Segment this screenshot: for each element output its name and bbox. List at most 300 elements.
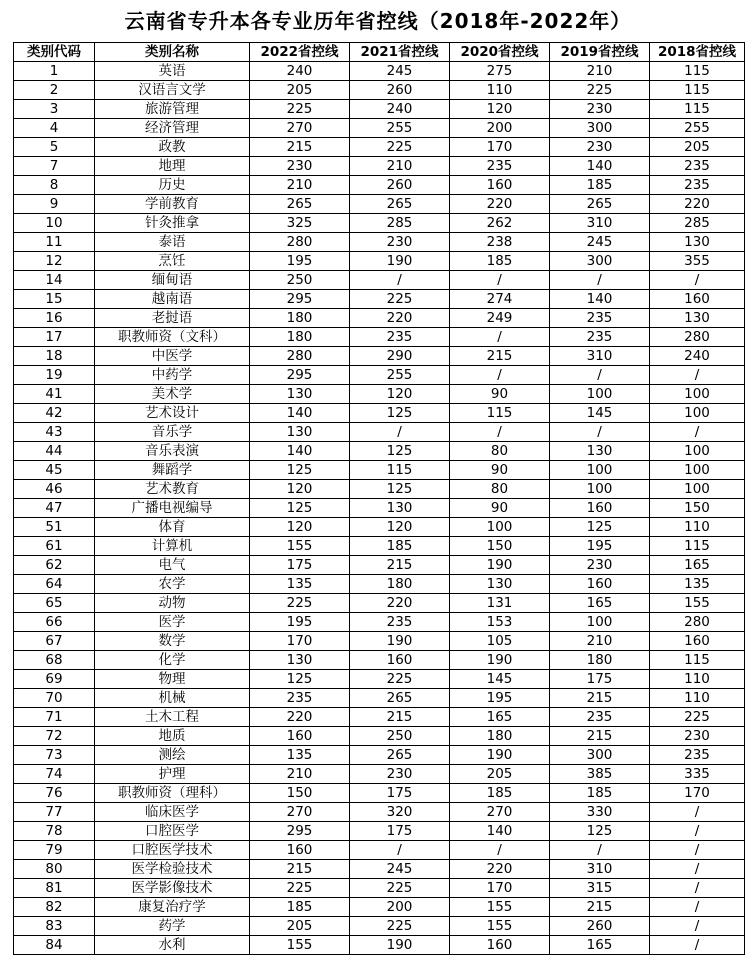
- cell-2018: 150: [650, 499, 745, 518]
- header-2020: 2020省控线: [450, 43, 550, 62]
- cell-2022: 180: [250, 328, 350, 347]
- cell-2022: 140: [250, 404, 350, 423]
- cell-2022: 295: [250, 366, 350, 385]
- cell-2020: 185: [450, 784, 550, 803]
- header-2019: 2019省控线: [550, 43, 650, 62]
- table-row: [14, 290, 745, 309]
- cell-2022: 155: [250, 936, 350, 955]
- cell-code: 41: [14, 385, 95, 404]
- cell-2020: 90: [450, 385, 550, 404]
- cell-2019: 100: [550, 480, 650, 499]
- cell-2021: 290: [350, 347, 450, 366]
- cell-2019: 140: [550, 157, 650, 176]
- cell-name: 舞蹈学: [95, 461, 250, 480]
- cell-2021: 190: [350, 936, 450, 955]
- cell-code: 8: [14, 176, 95, 195]
- cell-2022: 120: [250, 480, 350, 499]
- cell-2020: 153: [450, 613, 550, 632]
- cell-2021: 160: [350, 651, 450, 670]
- cell-2018: 240: [650, 347, 745, 366]
- cell-2020: 190: [450, 556, 550, 575]
- cell-2020: 110: [450, 81, 550, 100]
- cell-2022: 220: [250, 708, 350, 727]
- cell-2018: 230: [650, 727, 745, 746]
- cell-2020: 235: [450, 157, 550, 176]
- header-2021: 2021省控线: [350, 43, 450, 62]
- cell-2018: 130: [650, 309, 745, 328]
- cell-name: 物理: [95, 670, 250, 689]
- cell-name: 职教师资（理科）: [95, 784, 250, 803]
- cell-2018: 100: [650, 461, 745, 480]
- table-row: [14, 575, 745, 594]
- cell-2020: 80: [450, 480, 550, 499]
- cell-code: 7: [14, 157, 95, 176]
- cell-name: 烹饪: [95, 252, 250, 271]
- cell-name: 老挝语: [95, 309, 250, 328]
- cell-2018: 165: [650, 556, 745, 575]
- cell-2020: 215: [450, 347, 550, 366]
- cell-2020: /: [450, 328, 550, 347]
- cell-2019: 165: [550, 594, 650, 613]
- cell-2022: 325: [250, 214, 350, 233]
- cell-2018: 220: [650, 195, 745, 214]
- cell-2021: 285: [350, 214, 450, 233]
- cell-2022: 170: [250, 632, 350, 651]
- cell-2018: 235: [650, 746, 745, 765]
- table-row: [14, 404, 745, 423]
- table-row: [14, 157, 745, 176]
- cell-name: 计算机: [95, 537, 250, 556]
- cell-2021: 250: [350, 727, 450, 746]
- cell-name: 医学检验技术: [95, 860, 250, 879]
- cell-code: 76: [14, 784, 95, 803]
- cell-2020: 274: [450, 290, 550, 309]
- cell-2019: 160: [550, 575, 650, 594]
- cell-2019: 165: [550, 936, 650, 955]
- cell-2021: 245: [350, 62, 450, 81]
- cell-2019: 130: [550, 442, 650, 461]
- table-row: [14, 822, 745, 841]
- cell-name: 广播电视编导: [95, 499, 250, 518]
- cell-2019: 215: [550, 898, 650, 917]
- cell-2021: 115: [350, 461, 450, 480]
- cell-2020: /: [450, 366, 550, 385]
- cell-2022: 235: [250, 689, 350, 708]
- table-row: [14, 195, 745, 214]
- cell-2022: 225: [250, 594, 350, 613]
- cell-code: 64: [14, 575, 95, 594]
- score-table: [13, 42, 745, 955]
- cell-2022: 225: [250, 879, 350, 898]
- cell-code: 66: [14, 613, 95, 632]
- cell-code: 43: [14, 423, 95, 442]
- cell-2018: 170: [650, 784, 745, 803]
- cell-code: 84: [14, 936, 95, 955]
- table-row: [14, 689, 745, 708]
- cell-2018: /: [650, 841, 745, 860]
- cell-2018: 335: [650, 765, 745, 784]
- table-row: [14, 480, 745, 499]
- cell-2022: 125: [250, 499, 350, 518]
- cell-2018: 355: [650, 252, 745, 271]
- cell-2018: 225: [650, 708, 745, 727]
- cell-name: 口腔医学技术: [95, 841, 250, 860]
- cell-2020: /: [450, 271, 550, 290]
- cell-2019: 245: [550, 233, 650, 252]
- cell-2018: 100: [650, 442, 745, 461]
- cell-code: 1: [14, 62, 95, 81]
- cell-2022: 270: [250, 803, 350, 822]
- cell-code: 62: [14, 556, 95, 575]
- cell-2022: 210: [250, 765, 350, 784]
- cell-code: 10: [14, 214, 95, 233]
- cell-name: 经济管理: [95, 119, 250, 138]
- cell-name: 护理: [95, 765, 250, 784]
- table-row: [14, 746, 745, 765]
- cell-2019: /: [550, 841, 650, 860]
- cell-2021: 265: [350, 689, 450, 708]
- table-row: [14, 385, 745, 404]
- cell-2018: 255: [650, 119, 745, 138]
- cell-2021: 225: [350, 290, 450, 309]
- cell-name: 泰语: [95, 233, 250, 252]
- cell-2018: 160: [650, 632, 745, 651]
- cell-code: 67: [14, 632, 95, 651]
- cell-2022: 205: [250, 81, 350, 100]
- cell-name: 口腔医学: [95, 822, 250, 841]
- table-row: [14, 784, 745, 803]
- cell-2018: 110: [650, 518, 745, 537]
- table-row: [14, 670, 745, 689]
- cell-2021: /: [350, 423, 450, 442]
- cell-2018: /: [650, 366, 745, 385]
- cell-2019: 230: [550, 138, 650, 157]
- cell-2019: 185: [550, 176, 650, 195]
- cell-code: 5: [14, 138, 95, 157]
- cell-2020: 170: [450, 879, 550, 898]
- cell-name: 药学: [95, 917, 250, 936]
- cell-code: 15: [14, 290, 95, 309]
- cell-2018: 115: [650, 651, 745, 670]
- cell-2020: 145: [450, 670, 550, 689]
- cell-code: 77: [14, 803, 95, 822]
- cell-2018: 100: [650, 404, 745, 423]
- cell-2020: 190: [450, 651, 550, 670]
- cell-2018: 235: [650, 157, 745, 176]
- cell-code: 68: [14, 651, 95, 670]
- cell-2018: /: [650, 898, 745, 917]
- cell-code: 83: [14, 917, 95, 936]
- cell-2021: 180: [350, 575, 450, 594]
- table-row: [14, 765, 745, 784]
- cell-2021: 125: [350, 480, 450, 499]
- header-row: [14, 43, 745, 62]
- cell-name: 医学: [95, 613, 250, 632]
- cell-2020: 90: [450, 499, 550, 518]
- table-row: [14, 632, 745, 651]
- cell-2020: 185: [450, 252, 550, 271]
- cell-2022: 130: [250, 385, 350, 404]
- cell-2022: 210: [250, 176, 350, 195]
- cell-code: 11: [14, 233, 95, 252]
- cell-name: 地质: [95, 727, 250, 746]
- table-row: [14, 328, 745, 347]
- cell-2021: 220: [350, 309, 450, 328]
- cell-2022: 130: [250, 423, 350, 442]
- cell-2022: 215: [250, 138, 350, 157]
- cell-2020: 270: [450, 803, 550, 822]
- cell-2022: 240: [250, 62, 350, 81]
- cell-2019: 100: [550, 461, 650, 480]
- cell-2019: 385: [550, 765, 650, 784]
- table-row: [14, 119, 745, 138]
- cell-2019: 215: [550, 727, 650, 746]
- cell-2018: 205: [650, 138, 745, 157]
- table-row: [14, 727, 745, 746]
- cell-2019: 210: [550, 632, 650, 651]
- cell-name: 中药学: [95, 366, 250, 385]
- table-row: [14, 423, 745, 442]
- cell-2018: 110: [650, 689, 745, 708]
- table-row: [14, 62, 745, 81]
- cell-2019: 125: [550, 518, 650, 537]
- cell-2021: 225: [350, 879, 450, 898]
- cell-2020: 180: [450, 727, 550, 746]
- cell-2020: 155: [450, 917, 550, 936]
- cell-2021: 190: [350, 632, 450, 651]
- cell-2019: 310: [550, 214, 650, 233]
- cell-2022: 155: [250, 537, 350, 556]
- cell-code: 81: [14, 879, 95, 898]
- cell-2018: /: [650, 917, 745, 936]
- cell-2019: 175: [550, 670, 650, 689]
- cell-2022: 280: [250, 347, 350, 366]
- cell-2021: 190: [350, 252, 450, 271]
- table-row: [14, 518, 745, 537]
- cell-code: 4: [14, 119, 95, 138]
- cell-2022: 295: [250, 290, 350, 309]
- cell-2018: 115: [650, 81, 745, 100]
- cell-code: 47: [14, 499, 95, 518]
- cell-2022: 160: [250, 841, 350, 860]
- cell-2022: 225: [250, 100, 350, 119]
- cell-2019: 210: [550, 62, 650, 81]
- cell-name: 政教: [95, 138, 250, 157]
- cell-2021: 125: [350, 404, 450, 423]
- cell-2021: 230: [350, 233, 450, 252]
- cell-2022: 195: [250, 252, 350, 271]
- cell-2021: 235: [350, 328, 450, 347]
- cell-name: 动物: [95, 594, 250, 613]
- cell-2021: 260: [350, 81, 450, 100]
- cell-2019: 300: [550, 746, 650, 765]
- cell-name: 康复治疗学: [95, 898, 250, 917]
- cell-name: 英语: [95, 62, 250, 81]
- header-2018: 2018省控线: [650, 43, 745, 62]
- cell-name: 旅游管理: [95, 100, 250, 119]
- cell-name: 艺术教育: [95, 480, 250, 499]
- cell-2019: /: [550, 366, 650, 385]
- cell-2020: 130: [450, 575, 550, 594]
- table-row: [14, 613, 745, 632]
- table-row: [14, 461, 745, 480]
- cell-2020: 100: [450, 518, 550, 537]
- cell-2021: 235: [350, 613, 450, 632]
- cell-2022: 140: [250, 442, 350, 461]
- cell-2018: 135: [650, 575, 745, 594]
- cell-name: 历史: [95, 176, 250, 195]
- cell-2018: 115: [650, 537, 745, 556]
- cell-2019: 145: [550, 404, 650, 423]
- cell-2021: 240: [350, 100, 450, 119]
- table-row: [14, 347, 745, 366]
- cell-2018: 100: [650, 385, 745, 404]
- cell-2020: 195: [450, 689, 550, 708]
- cell-2020: 105: [450, 632, 550, 651]
- cell-code: 82: [14, 898, 95, 917]
- cell-name: 越南语: [95, 290, 250, 309]
- cell-2019: 160: [550, 499, 650, 518]
- table-row: [14, 708, 745, 727]
- cell-2019: 310: [550, 860, 650, 879]
- cell-2022: 280: [250, 233, 350, 252]
- cell-2021: 225: [350, 138, 450, 157]
- cell-2021: 200: [350, 898, 450, 917]
- cell-2022: 135: [250, 746, 350, 765]
- cell-2019: 300: [550, 119, 650, 138]
- cell-name: 电气: [95, 556, 250, 575]
- table-row: [14, 176, 745, 195]
- table-row: [14, 81, 745, 100]
- cell-name: 数学: [95, 632, 250, 651]
- cell-2021: 225: [350, 670, 450, 689]
- cell-code: 78: [14, 822, 95, 841]
- table-row: [14, 879, 745, 898]
- cell-2019: 125: [550, 822, 650, 841]
- cell-2022: 295: [250, 822, 350, 841]
- cell-name: 农学: [95, 575, 250, 594]
- cell-2022: 175: [250, 556, 350, 575]
- cell-code: 71: [14, 708, 95, 727]
- table-row: [14, 936, 745, 955]
- cell-2021: 255: [350, 119, 450, 138]
- table-row: [14, 499, 745, 518]
- table-row: [14, 252, 745, 271]
- cell-2020: 90: [450, 461, 550, 480]
- cell-2020: 131: [450, 594, 550, 613]
- cell-name: 中医学: [95, 347, 250, 366]
- cell-code: 73: [14, 746, 95, 765]
- cell-code: 12: [14, 252, 95, 271]
- cell-2020: 190: [450, 746, 550, 765]
- cell-2020: 238: [450, 233, 550, 252]
- cell-name: 临床医学: [95, 803, 250, 822]
- cell-2021: 265: [350, 746, 450, 765]
- cell-2020: 160: [450, 176, 550, 195]
- cell-2021: /: [350, 271, 450, 290]
- cell-code: 3: [14, 100, 95, 119]
- cell-2020: 160: [450, 936, 550, 955]
- cell-name: 体育: [95, 518, 250, 537]
- cell-2019: /: [550, 271, 650, 290]
- cell-code: 51: [14, 518, 95, 537]
- table-row: [14, 100, 745, 119]
- cell-2021: 215: [350, 556, 450, 575]
- cell-2021: 185: [350, 537, 450, 556]
- table-row: [14, 898, 745, 917]
- cell-2021: 255: [350, 366, 450, 385]
- cell-2018: /: [650, 803, 745, 822]
- cell-2022: 205: [250, 917, 350, 936]
- cell-2018: 115: [650, 100, 745, 119]
- cell-2018: /: [650, 423, 745, 442]
- cell-2022: 270: [250, 119, 350, 138]
- cell-2018: 110: [650, 670, 745, 689]
- cell-code: 16: [14, 309, 95, 328]
- cell-2018: 280: [650, 613, 745, 632]
- table-row: [14, 841, 745, 860]
- table-row: [14, 233, 745, 252]
- cell-2021: 120: [350, 385, 450, 404]
- cell-name: 艺术设计: [95, 404, 250, 423]
- cell-2018: /: [650, 936, 745, 955]
- cell-2019: 265: [550, 195, 650, 214]
- cell-2018: 280: [650, 328, 745, 347]
- cell-2022: 265: [250, 195, 350, 214]
- cell-name: 机械: [95, 689, 250, 708]
- table-row: [14, 442, 745, 461]
- cell-2021: 125: [350, 442, 450, 461]
- cell-2020: 220: [450, 860, 550, 879]
- table-row: [14, 860, 745, 879]
- cell-2019: 235: [550, 328, 650, 347]
- cell-2020: 262: [450, 214, 550, 233]
- cell-code: 9: [14, 195, 95, 214]
- cell-name: 水利: [95, 936, 250, 955]
- cell-2021: 225: [350, 917, 450, 936]
- cell-2022: 120: [250, 518, 350, 537]
- page-title: 云南省专升本各专业历年省控线（2018年-2022年）: [124, 9, 632, 33]
- cell-2021: 175: [350, 822, 450, 841]
- cell-2019: 195: [550, 537, 650, 556]
- cell-code: 74: [14, 765, 95, 784]
- cell-2021: 175: [350, 784, 450, 803]
- cell-2019: 315: [550, 879, 650, 898]
- header-name: 类别名称: [95, 43, 250, 62]
- cell-name: 职教师资（文科）: [95, 328, 250, 347]
- cell-code: 69: [14, 670, 95, 689]
- table-row: [14, 803, 745, 822]
- cell-2021: 120: [350, 518, 450, 537]
- cell-2020: 275: [450, 62, 550, 81]
- cell-code: 61: [14, 537, 95, 556]
- cell-code: 80: [14, 860, 95, 879]
- cell-name: 音乐学: [95, 423, 250, 442]
- cell-2020: 155: [450, 898, 550, 917]
- cell-2022: 185: [250, 898, 350, 917]
- cell-2021: /: [350, 841, 450, 860]
- cell-name: 缅甸语: [95, 271, 250, 290]
- cell-name: 化学: [95, 651, 250, 670]
- cell-2019: 180: [550, 651, 650, 670]
- cell-name: 测绘: [95, 746, 250, 765]
- cell-name: 地理: [95, 157, 250, 176]
- cell-2020: 115: [450, 404, 550, 423]
- cell-2018: 100: [650, 480, 745, 499]
- table-row: [14, 651, 745, 670]
- table-row: [14, 138, 745, 157]
- cell-2019: 100: [550, 613, 650, 632]
